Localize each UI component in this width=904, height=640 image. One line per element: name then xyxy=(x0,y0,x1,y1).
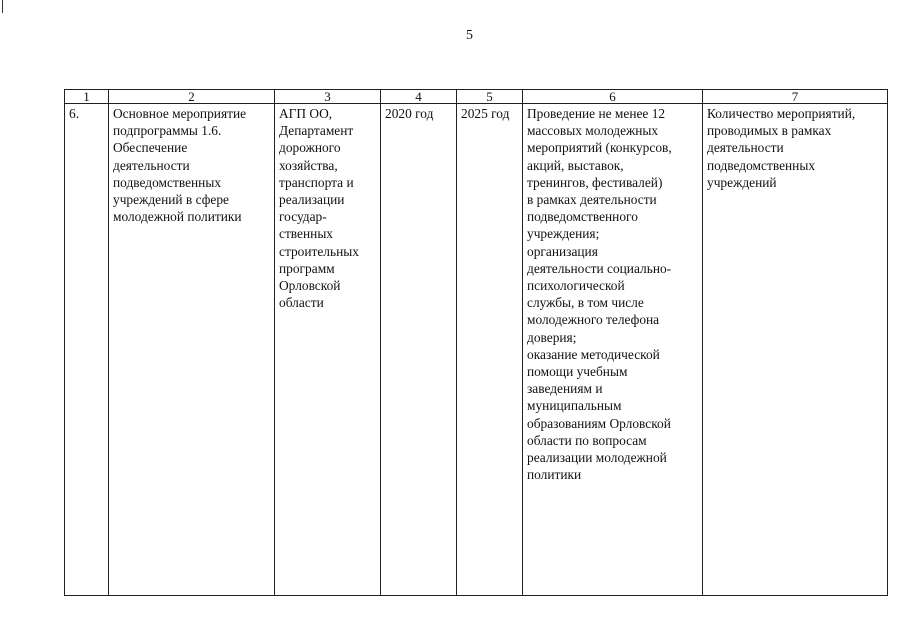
table-row xyxy=(65,104,888,596)
end-year: 2025 год xyxy=(461,106,510,121)
activity-name: Основное мероприятие подпрограммы 1.6. Обеспечение деятельности подведомственных учреждений в сфере молодежной политики xyxy=(113,106,247,225)
indicator-cell xyxy=(703,104,888,596)
column-header-5: 5 xyxy=(457,90,523,104)
start-year: 2020 год xyxy=(385,106,434,121)
row-number: 6. xyxy=(69,106,80,121)
row-number-cell xyxy=(65,104,109,596)
column-header-2: 2 xyxy=(109,90,275,104)
end-year-cell xyxy=(457,104,523,596)
column-header-7: 7 xyxy=(703,90,888,104)
indicator-text: Количество мероприятий, проводимых в рамках деятельности подведомственных учреждений xyxy=(707,106,856,190)
column-header-1: 1 xyxy=(65,90,109,104)
executor-cell xyxy=(275,104,381,596)
expected-result-cell xyxy=(523,104,703,596)
activity-name-cell xyxy=(109,104,275,596)
program-activities-table xyxy=(64,89,888,596)
executor-text: АГП ОО, Департамент дорожного хозяйства, транспорта и реализации государ- ственных строительных программ Орловской области xyxy=(279,106,359,311)
scan-margin-mark xyxy=(2,0,3,13)
table-header-row xyxy=(65,90,888,104)
start-year-cell xyxy=(381,104,457,596)
page-number: 5 xyxy=(466,28,473,43)
column-header-4: 4 xyxy=(381,90,457,104)
expected-result: Проведение не менее 12 массовых молодежных мероприятий (конкурсов, акций, выставок, тренингов, фестивалей) в рамках деятельности подведомственного учреждения; организация деятельности социально- психологической службы, в том числе молодежного телефона доверия; оказание методической помощи учебным заведениям и муниципальным образованиям Орловской области по вопросам реализации молодежной политики xyxy=(527,106,672,483)
column-header-3: 3 xyxy=(275,90,381,104)
column-header-6: 6 xyxy=(523,90,703,104)
